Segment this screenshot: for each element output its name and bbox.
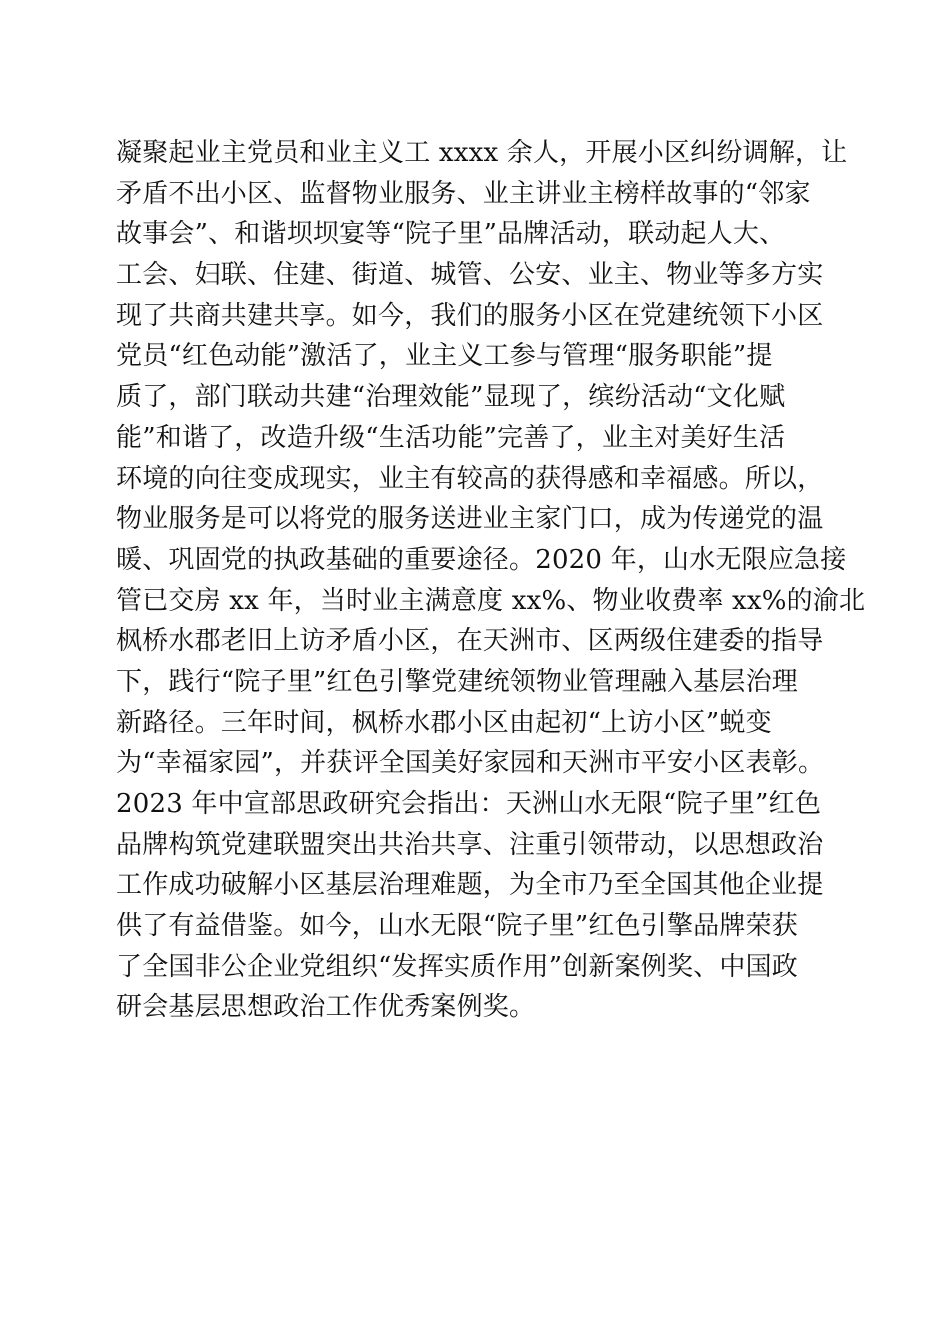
paragraph-line: 故事会”、和谐坝坝宴等“院子里”品牌活动，联动起人大、	[116, 219, 786, 250]
paragraph-line: 现了共商共建共享。如今，我们的服务小区在党建统领下小区	[116, 300, 824, 331]
paragraph-line: 供了有益借鉴。如今，山水无限“院子里”红色引擎品牌荣获	[116, 911, 798, 942]
body-paragraph	[116, 133, 866, 1028]
paragraph-line: 物业服务是可以将党的服务送进业主家门口，成为传递党的温	[116, 504, 824, 535]
paragraph-line: 党员“红色动能”激活了，业主义工参与管理“服务职能”提	[116, 341, 773, 372]
paragraph-line: 研会基层思想政治工作优秀案例奖。	[116, 992, 536, 1023]
paragraph-line: 暖、巩固党的执政基础的重要途径。2020 年，山水无限应急接	[116, 544, 847, 575]
paragraph-line: 2023 年中宣部思政研究会指出：天洲山水无限“院子里”红色	[116, 789, 822, 819]
paragraph-line: 工作成功破解小区基层治理难题，为全市乃至全国其他企业提	[116, 870, 824, 901]
paragraph-line: 了全国非公企业党组织“发挥实质作用”创新案例奖、中国政	[116, 951, 798, 982]
paragraph-line: 管已交房 xx 年，当时业主满意度 xx%、物业收费率 xx%的渝北	[116, 585, 866, 616]
paragraph-line: 凝聚起业主党员和业主义工 xxxx 余人，开展小区纠纷调解，让	[116, 138, 848, 168]
paragraph-line: 品牌构筑党建联盟突出共治共享、注重引领带动，以思想政治	[116, 829, 824, 860]
paragraph-line: 为“幸福家园”，并获评全国美好家园和天洲市平安小区表彰。	[116, 748, 825, 779]
paragraph-line: 矛盾不出小区、监督物业服务、业主讲业主榜样故事的“邻家	[116, 178, 811, 209]
paragraph-line: 能”和谐了，改造升级“生活功能”完善了，业主对美好生活	[116, 422, 786, 453]
paragraph-line: 下，践行“院子里”红色引擎党建统领物业管理融入基层治理	[116, 666, 798, 697]
paragraph-line: 工会、妇联、住建、街道、城管、公安、业主、物业等多方实	[116, 260, 824, 291]
paragraph-line: 环境的向往变成现实，业主有较高的获得感和幸福感。所以，	[116, 463, 824, 494]
paragraph-line: 新路径。三年时间，枫桥水郡小区由起初“上访小区”蜕变	[116, 707, 772, 738]
paragraph-line: 枫桥水郡老旧上访矛盾小区，在天洲市、区两级住建委的指导	[116, 626, 824, 657]
paragraph-line: 质了，部门联动共建“治理效能”显现了，缤纷活动“文化赋	[116, 382, 786, 413]
